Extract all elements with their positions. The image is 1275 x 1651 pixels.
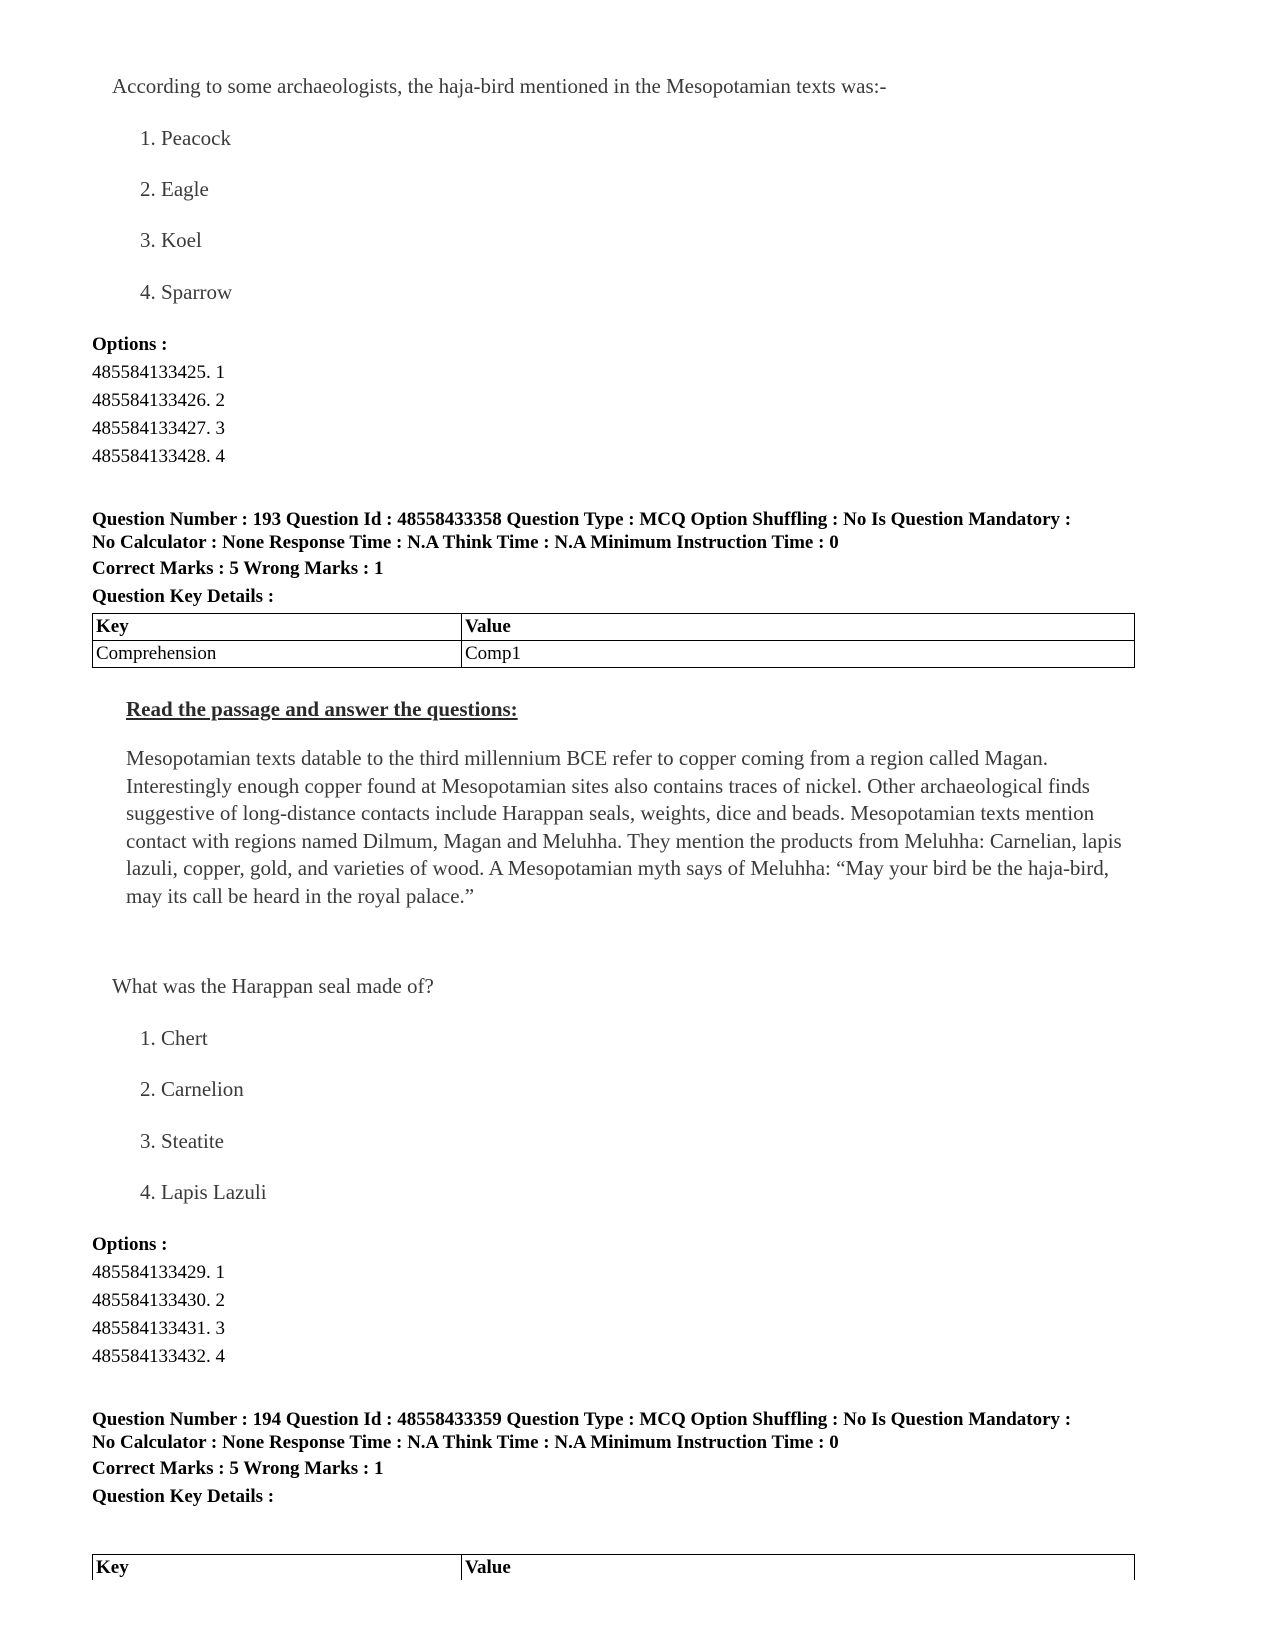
question-text: According to some archaeologists, the haja-bird mentioned in the Mesopotamian texts was:-: [112, 74, 887, 98]
question-meta-line: No Calculator : None Response Time : N.A Think Time : N.A Minimum Instruction Time : 0: [92, 532, 839, 553]
option-id: 485584133431. 3: [92, 1318, 225, 1339]
key-details-label: Question Key Details :: [92, 1486, 275, 1507]
table-header-key: Key: [93, 1555, 462, 1581]
table-header-value: Value: [462, 614, 1135, 641]
key-details-label: Question Key Details :: [92, 586, 275, 607]
options-label: Options :: [92, 1234, 168, 1255]
key-value-table: [92, 613, 1135, 668]
options-label: Options :: [92, 334, 168, 355]
table-header-row: [93, 1555, 1135, 1581]
option-id: 485584133428. 4: [92, 446, 225, 467]
option-id: 485584133426. 2: [92, 390, 225, 411]
choice-4: 4. Sparrow: [140, 280, 233, 304]
choice-4: 4. Lapis Lazuli: [140, 1180, 267, 1204]
choice-2: 2. Eagle: [140, 177, 209, 201]
option-id: 485584133425. 1: [92, 362, 225, 383]
question-meta: [92, 508, 1192, 554]
choice-3: 3. Koel: [140, 228, 202, 252]
table-cell-key: Comprehension: [93, 641, 462, 668]
table-header-row: [93, 614, 1135, 641]
choice-2: 2. Carnelion: [140, 1077, 244, 1101]
table-page-cut: [92, 1554, 1184, 1580]
passage-text: Mesopotamian texts datable to the third millennium BCE refer to copper coming from a region called Magan. Interestingly enough copper found at Mesopotamian sites also contains traces of nickel. Other archaeological finds suggestive of long-distance contacts include Harappan seals, weights, dice and beads. Mesopotamian texts mention contact with regions named Dilmum, Magan and Meluhha. They mention the products from Meluhha: Carnelian, lapis lazuli, copper, gold, and varieties of wood. A Mesopotamian myth says of Meluhha: “May your bird be the haja-bird, may its call be heard in the royal palace.”: [126, 746, 1122, 908]
passage-heading: Read the passage and answer the questions:: [126, 697, 518, 721]
question-meta-line: Question Number : 193 Question Id : 48558433358 Question Type : MCQ Option Shuffling : No Is Question Mandatory :: [92, 509, 1072, 530]
marks-line: Correct Marks : 5 Wrong Marks : 1: [92, 558, 384, 579]
question-text: What was the Harappan seal made of?: [112, 974, 434, 998]
option-id: 485584133430. 2: [92, 1290, 225, 1311]
choice-1: 1. Chert: [140, 1026, 208, 1050]
option-id: 485584133427. 3: [92, 418, 225, 439]
table-row: [93, 641, 1135, 668]
marks-line: Correct Marks : 5 Wrong Marks : 1: [92, 1458, 384, 1479]
question-meta-line: No Calculator : None Response Time : N.A Think Time : N.A Minimum Instruction Time : 0: [92, 1432, 839, 1453]
choice-3: 3. Steatite: [140, 1129, 224, 1153]
table-cell-value: Comp1: [462, 641, 1135, 668]
option-id: 485584133432. 4: [92, 1346, 225, 1367]
key-value-table: [92, 1554, 1135, 1580]
question-meta-line: Question Number : 194 Question Id : 48558433359 Question Type : MCQ Option Shuffling : No Is Question Mandatory :: [92, 1409, 1072, 1430]
table-header-key: Key: [93, 614, 462, 641]
table-header-value: Value: [462, 1555, 1135, 1581]
option-id: 485584133429. 1: [92, 1262, 225, 1283]
choice-1: 1. Peacock: [140, 126, 231, 150]
question-meta: [92, 1408, 1192, 1454]
